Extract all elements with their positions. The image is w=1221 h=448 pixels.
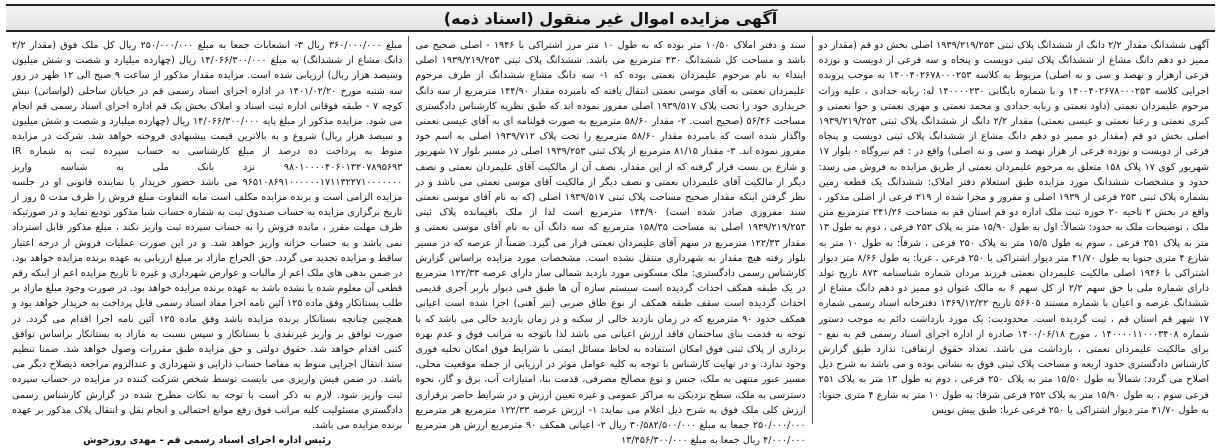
column-left-text: مبلغ ۳۶۰/۰۰۰/۰۰۰ ریال ۳- انشعابات جمعا به مبلغ ۲۵۰/۰۰۰/۰۰۰ ریال کل ملک فوق (مقدار ۲/۲ دانگ مشاع از ششدانگ) به مبلغ ۱۴/۰۶۶/۳۰۰/۰۰۰ ریال (چهارده میلیارد و شصت و شش میلیون وسیصد هزار ریال) ارزیابی شده است. مزایده مقدار مذکور از ساعت ۹ صبح الی ۱۲ ظهر در روز سه شنبه مورخ ۱۴۰۱/۰۲/۲۰ در اداره اجرای اسناد رسمی قم در خیابان ساحلی (لواسانی) نبش کوچه ۷ - طبقه فوقانی اداره ثبت اسناد و املاک بخش یک قم اداره اجرای اسناد رسمی قم انجام می شود. مزایده مذکور از مبلغ پایه ۱۴/۰۶۶/۳۰۰/۰۰۰ ریال (چهارده میلیارد و شصت و شش میلیون و سیصد هزار ریال) شروع و به بالاترین قیمت پیشنهادی فروخته خواهد شد. شرکت در مزایده منوط به پرداخت ده درصد از مبلغ کارشناسی به حساب سپرده ثبت به شماره IR ۹۸۰۱۰۰۰۰۴۰۶۰۱۳۲۰۷۸۹۵۶۹۳ نزد بانک ملی به شناسه واریز ۹۶۵۱۰۸۶۹۱۰۰۰۰۰۰۱۷۱۱۳۲۲۷۱۰۰۰۰۰۰۰ می باشد حضور خریدار یا نماینده قانونی او در جلسه مزایده الزامی است و برنده مزایده مکلف است مابه التفاوت مبلغ فروش را ظرف مدت ۵ روز از تاریخ برگزاری مزایده به حساب صندوق ثبت به شماره حساب شبا مذکور تودیع نماید و در صورتیکه ظرف مهلت مقرر ، مانده فروش را به حساب سپرده ثبت واریز نکند ، مبلغ مذکور قابل استرداد نمی باشد و به حساب خزانه واریز خواهد شد. و در این صورت عملیات فروش از درجه اعتبار ساقط و مزایده تجدید می گردد. حق الحراج مازاد بر مبلغ ارزیابی به عهده برنده مزایده خواهد بود. در ضمن بدهی های ملک اعم از مالیات و عوارض شهرداری و غیره تا تاریخ مزایده اعم از اینکه رقم قطعی آن معلوم شده یا نشده باشد به عهده برنده مزایده خواهد بود. در صورت وجود مبلغ مازاد بر طلب بستانکار وفق ماده ۱۲۵ آئین نامه اجرا مفاد اسناد رسمی قابل پرداخت به خریدار خواهد بود و همچنین چنانچه بستانکار برنده مزایده باشد وفق ماده ۱۲۵ آئین نامه اجرا اقدام می گردد. در صورت توافق بر واریز غیرنقدی با بستانکار و سپس نسبت به مازاد به بستانکار براساس توافق کتبی اقدام خواهد شد. حقوق دولتی و حق مزایده طبق مقررات وصول خواهد شد. ضمنا تنظیم سند انتقال اجرایی منوط به مفاصا حساب دارایی و شهرداری و عندالزوم مراجعه ذیصلاح دیگر می باشد. در ضمن فیش واریزی می بایست توسط شخص شرکت کننده در مزایده در حساب سپرده ثبت واریز شود. لازم به ذکر است با توجه به نکات مطرح شده در گزارش کارشناس رسمی دادگستری مسئولیت کلیه مراتب فوق رفع موانع احتمالی و انجام نقل و انتقال پلاک مذکور بر عهده برنده مزایده می باشد. — [12, 40, 403, 432]
column-left — [6, 36, 409, 447]
title-bar — [6, 4, 1215, 32]
column-right — [813, 36, 1215, 424]
column-center-text: سند و دفتر املاک ۱۰/۵۰ متر بوده که به طول ۱۰ متر مرز اشتراکی با ۱۹۴۶ - اصلی صحیح می باشد و مساحت کل ششدانگ ۴۳۰ مترمربع می باشد. ششدانگ پلاک ثبتی ۱۹۳۹/۲۱۹/۲۵۳ اصلی ابتداء به نام مرحوم علیمردان نعمتی بوده که ۱- سه دانگ مشاع ششدانگ از طرف مرحوم علیمردان نعمتی به آقای موسی نعمتی انتقال یافته که نامبرده مقدار ۱۴۴/۹۰ مترمربع از سه دانگ خریداری خود را تحت پلاک ۱۹۳۹/۵۱۷ اصلی مفروز نموده اند که طبق نظریه کارشناس دادگستری مساحت ۵۶/۴۶ (صحیح است. ۲- مقدار ۵۸/۶۰ مترمربع به صورت قولنامه ای به آقای عیسی نعمتی واگذار شده است که نامبرده مقدار ۵۸/۶۰ مترمربع را تحت پلاک ۱۹۳۹/۷۱۲ اصلی به اسم خود مفروز نموده اند. ۳- مقدار ۸۱/۱۵ مترمربع از پلاک ثبتی ۱۹۳۹/۲۵۳ اصلی در مسیر بلوار ۱۷ شهریور و شارع بن بست قرار گرفته که از این مقدار، نصف آن از مالکیت آقای علیمردان نعمتی و نصف دیگر از مالکیت آقای علیمردان نعمتی و نصف دیگر از مالکیت آقای موسی نعمتی می باشد و در نظر گرفتن اینکه مقدار صحیح مساحت پلاک ثبتی ۱۹۳۹/۵۱۷ اصلی (که به نام آقای موسی نعمتی سند مفروزی صادر شده است) ۱۴۴/۹۰ مترمربع است لذا از ملک باقیمانده پلاک ثبتی ۱۹۳۹/۲۱۹/۲۵۳ اصلی به مساحت ۱۵۸/۳۵ مترمربع که سه دانگ آن به نام آقای موسی نعمتی و مقدار ۱۲۲/۳۳ مترمربع در سهم آقای علیمردان نعمتی قرار می گیرد. ضمناً از عرصه که در مسیر بلوار رفته هیچ مقدار به شهرداری منتقل نشده است. مشخصات مورد مزایده براساس گزارش کارشناس رسمی دادگستری: ملک مسکونی مورد بازدید شمالی ساز دارای عرصه ۱۲۲/۳۳ مترمربع در یک طبقه همکف احداث گردیده است سیستم سازه آن ها طبق فنی دیوار باربر آجری قدیمی احداث گردیده است سقف طبقه همکف از نوع طاق ضربی (تیر آهنی) اجرا شده است اعیانی همکف حدود ۹۰ مترمربع که در زمان بازدید خالی از سکنه و در زمان بازدید خالی می باشد که با توجه به قدمت بنای ساختمان فاقد ارزش اعیانی می باشد لذا باتوجه به مراتب فوق و عدم بهره برداری از پلاک ثبتی فوق امکان استفاده به لحاظ مسائل ایمنی با شرایط فوق امکان تخلیه فوری وجود ندارد. و در نهایت کارشناس با توجه به کلیه عوامل موثر در ارزیابی از جمله موقعیت محلی، مسیر عبور منتهی به ملک، جنس و نوع مصالح مصرفی، قدمت بنا، امتیازات آب، برق و گاز، نحوه دسترسی به ملک، سطح نزدیکی به مراکز عمومی و غیره تعیین ارزش و در شرایط حاضر برقراری ارزش کلی ملک فوق به شرح ذیل اعلام می نماید: ۱- ارزش عرصه ۱۲۲/۳۳ مترمربع هر مترمربع ۲۵۰/۰۰۰/۰۰۰ جمعا به مبلغ ۳۰/۵۸۲/۵۰۰/۰۰۰ ریال ۲- اعیانی همکف ۹۰ مترمربع ارزش هر مترمربع ۴/۰۰۰/۰۰۰ ریال جمعا به مبلغ ۱۳/۴۵۶/۳۰۰/۰۰۰ — [415, 40, 806, 447]
column-right-text: آگهی ششدانگ مقدار ۲/۲ دانگ از ششدانگ پلاک ثبتی ۱۹۳۹/۲۱۹/۲۵۳ اصلی بخش دو قم (مقدار دو ممیز دو دهم دانگ مشاع از ششدانگ پلاک ثبتی دویست و پنجاه و سه فرعی از دویست و نوزده فرعی ازهزار و نهصد و سی و نه اصلی) مربوط به کلاسه ۱۴۰۰۴۰۲۶۷۸۰۰۰۲۵۳ به موجب پرونده اجرایی کلاسه ۱۴۰۰۴۰۲۶۷۸۰۰۰۲۵۳ و با شماره بایگانی ۱۴۰۰۰۰۲۳۰ له: ربابه حدادی ، علیه وراث مرحوم علیمردان نعمتی (داود نعمتی و ربابه حدادی و محمد نعمتی و مهری نعمتی و حوا نعمتی و کبری نعمتی و رعنا نعمتی و عیسی نعمتی) مقدار ۲/۲ دانگ از ششدانگ پلاک ثبتی ۱۹۳۹/۲۱۹/۲۵۳ اصلی بخش دو قم (مقدار دو ممیز دو دهم دانگ مشاع از ششدانگ پلاک ثبتی دویست و پنجاه فرعی از دویست و نوزده فرعی از هزار نهصد و سی و نه اصلی) واقع در : قم نیروگاه - بلوار ۱۷ شهریور کوی ۱۷ پلاک ۱۵۸ متعلق به مرحوم علیمردان نعمتی از طریق مزایده به فروش می رسد: حدود و مشخصات ششدانگ مورد مزایده طبق استعلام دفتر املاک: ششدانگ یک قطعه زمین بشماره پلاک ثبتی ۲۵۳ فرعی از ۱۹۳۹ اصلی و مفروز و مجزا شده از ۲۱۹ فرعی از اصلی مذکور ، واقع در بخش ۲ ناحیه ۲۰ حوزه ثبت ملک اداره دو قم استان قم به مساحت ۲۴۱/۲۶ مترمربع متن ملک ، توضیحات ملک به حدود: شمالاً: اول به طول ۱۵/۹۰ متر به پلاک ۲۵۲ فرعی ، دوم به طول ۱۳ متر به پلاک ۲۵۱ فرعی ، سوم به طول ۱۵/۵ متر به پلاک ۲۵۰ فرعی ، شرقاً: به طول ۱۰ متر به شارع ۴ متری جنوبا به طول ۴۱/۷۰ متر دیوار اشتراکی با ۲۵۰ فرعی ، غربا: به طول ۸/۶۶ متر دیوار اشتراکی با ۱۹۴۶ اصلی مالکیت علیمردان نعمتی فرزند مردان شماره شناسنامه ۸۷۳ تاریخ تولد دارای شماره ملی با حق سهم ۲/۲ از کل سهم ۶ به مالک عنوان دو ممیز دو دهم دانگ مشاع از ششدانگ عرصه و اعیان با شماره مستند ۵۶۶۰۵ تاریخ ۱۳۶۹/۱۲/۲۲ دفترخانه اسناد رسمی شماره ۱۷ شهر قم استان قم ، ثبت گردیده است. محدودیت: یک مورد بازداشت دائم به موجب دستور شماره ۱۴۰۰۰۰۱۱۰۰۰۳۴۰۸ ، مورخ ۱۴۰۰/۰۶/۱۸ صادره از اداره اجرای اسناد رسمی قم به نفع - برای مالکیت علیمردان نعمتی ، بازداشت می باشد. تعداد حقوق ارتفاقی: ندارد طبق گزارش کارشناس دادگستری حدود اربعه و مساحت پلاک ثبتی فوق به نشانی بوده و می باشد به شرح ذیل اصلاح می گردد: شمالاً به طول ۱۵/۵۰ متر به پلاک ۲۵۰ فرعی ، دوم به طول ۱۳ متر به پلاک ۲۵۱ فرعی سوم ، به طول ۱۵/۹۰ متر به پلاک ۲۵۲ فرعی شرقا: به طول ۱۰ متر به شارع ۴ متری جنوبا: به طول ۴۱/۷۰ متر دیوار اشتراکی با ۲۵۰ فرعی غربا: طبق پیش نویس — [818, 40, 1210, 416]
signature-line: رئیس اداره اجرای اسناد رسمی قم - مهدی روزخوش — [83, 435, 332, 447]
text-columns — [6, 36, 1215, 447]
column-center — [409, 36, 812, 447]
notice-title: آگهی مزایده اموال غیر منقول (اسناد ذمه) — [443, 8, 778, 28]
